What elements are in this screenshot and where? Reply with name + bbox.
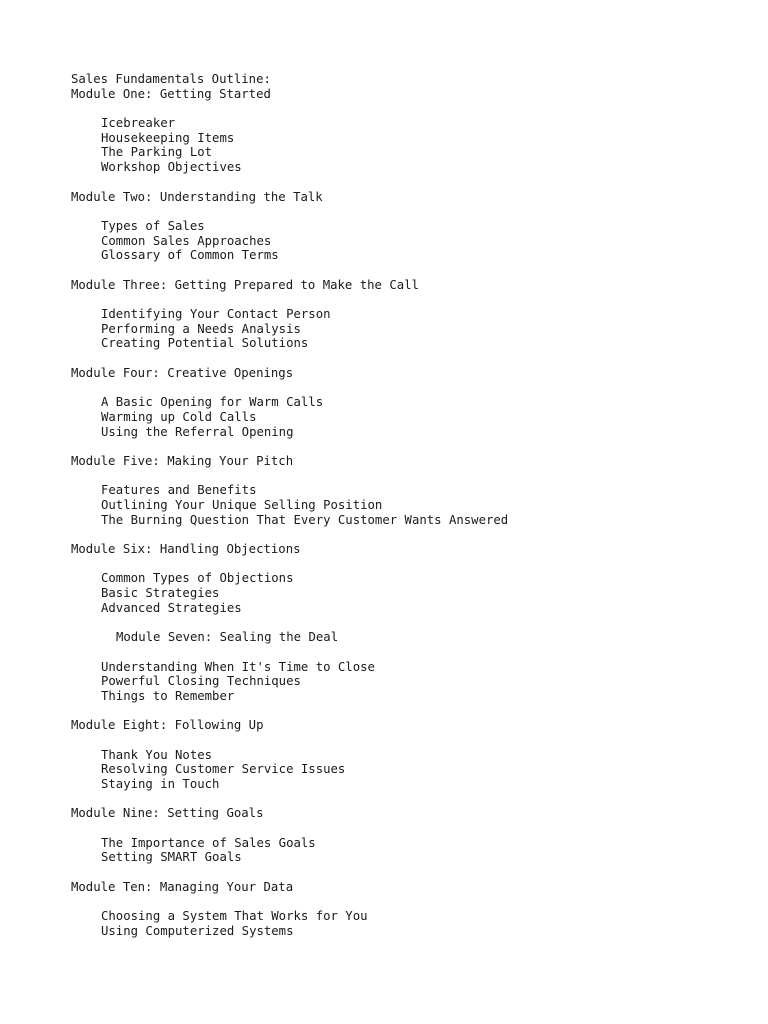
module-item: Setting SMART Goals bbox=[101, 850, 242, 865]
module-item: Identifying Your Contact Person bbox=[101, 307, 331, 321]
module-heading: Module Two: Understanding the Talk bbox=[71, 189, 323, 204]
outline-title: Sales Fundamentals Outline: bbox=[71, 72, 271, 86]
spacer bbox=[71, 351, 751, 366]
module-item: Using the Referral Opening bbox=[101, 424, 294, 439]
spacer bbox=[71, 615, 751, 630]
spacer bbox=[71, 704, 751, 719]
module-item: Icebreaker bbox=[101, 116, 176, 131]
module-item: Advanced Strategies bbox=[101, 600, 242, 615]
spacer bbox=[71, 865, 751, 880]
module-heading: Module Five: Making Your Pitch bbox=[71, 453, 294, 468]
spacer bbox=[71, 175, 751, 190]
module-heading: Module Six: Handling Objections bbox=[71, 542, 301, 556]
module-item: Features and Benefits bbox=[101, 483, 257, 498]
module-item: Glossary of Common Terms bbox=[101, 248, 279, 263]
module-item: Staying in Touch bbox=[101, 777, 220, 791]
spacer bbox=[71, 380, 751, 395]
spacer bbox=[71, 439, 751, 454]
module-item: Understanding When It's Time to Close bbox=[101, 659, 375, 674]
module-item: Using Computerized Systems bbox=[101, 923, 294, 938]
module-item: The Burning Question That Every Customer Wants Answered bbox=[101, 512, 509, 527]
module-item: Housekeeping Items bbox=[101, 130, 235, 145]
outline-document bbox=[71, 72, 751, 939]
module-item: Resolving Customer Service Issues bbox=[101, 762, 346, 777]
module-item: Creating Potential Solutions bbox=[101, 336, 309, 351]
spacer bbox=[71, 469, 751, 484]
module-item: Powerful Closing Techniques bbox=[101, 674, 301, 689]
spacer bbox=[71, 792, 751, 807]
spacer bbox=[71, 527, 751, 542]
module-heading: Module Eight: Following Up bbox=[71, 718, 264, 733]
module-item: Warming up Cold Calls bbox=[101, 409, 257, 424]
module-item: Thank You Notes bbox=[101, 747, 213, 762]
module-item: A Basic Opening for Warm Calls bbox=[101, 395, 324, 410]
module-heading: Module Three: Getting Prepared to Make the Call bbox=[71, 277, 419, 292]
module-heading: Module Seven: Sealing the Deal bbox=[116, 630, 339, 645]
spacer bbox=[71, 645, 751, 660]
module-item: Outlining Your Unique Selling Position bbox=[101, 497, 383, 512]
spacer bbox=[71, 821, 751, 836]
module-item: Basic Strategies bbox=[101, 586, 220, 601]
module-item: Workshop Objectives bbox=[101, 160, 242, 175]
module-item: The Parking Lot bbox=[101, 145, 213, 160]
module-item: Performing a Needs Analysis bbox=[101, 321, 301, 336]
spacer bbox=[71, 204, 751, 219]
module-item: Types of Sales bbox=[101, 218, 205, 233]
module-heading: Module One: Getting Started bbox=[71, 86, 271, 101]
spacer bbox=[71, 263, 751, 278]
spacer bbox=[71, 101, 751, 116]
spacer bbox=[71, 733, 751, 748]
module-item: The Importance of Sales Goals bbox=[101, 835, 316, 850]
module-item: Common Types of Objections bbox=[101, 571, 294, 586]
module-heading: Module Ten: Managing Your Data bbox=[71, 879, 294, 894]
spacer bbox=[71, 557, 751, 572]
spacer bbox=[71, 895, 751, 910]
module-item: Things to Remember bbox=[101, 688, 235, 703]
module-heading: Module Four: Creative Openings bbox=[71, 365, 294, 380]
module-item: Common Sales Approaches bbox=[101, 233, 272, 248]
module-heading: Module Nine: Setting Goals bbox=[71, 806, 264, 821]
spacer bbox=[71, 292, 751, 307]
module-item: Choosing a System That Works for You bbox=[101, 909, 368, 924]
